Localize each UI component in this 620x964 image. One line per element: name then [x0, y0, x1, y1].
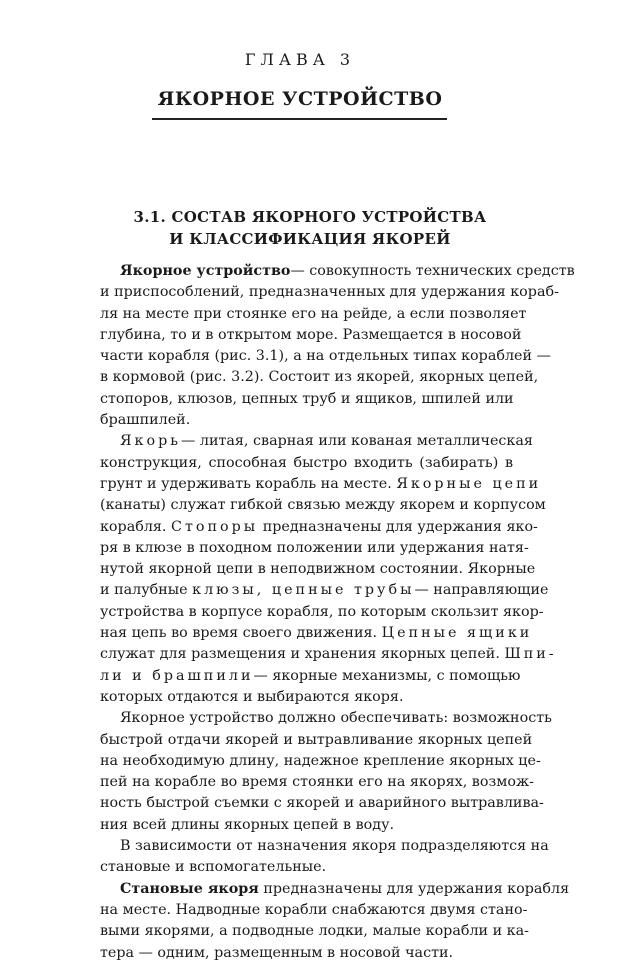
text-run: стопоров, клюзов, цепных труб и ящиков, шпилей или — [100, 390, 514, 407]
text-run: и палубные — [100, 582, 193, 599]
text-run: на месте. Надводные корабли снабжаются двумя стано- — [100, 901, 528, 918]
text-line — [100, 474, 542, 495]
text-run: Якорное устройство должно обеспечивать: возможность — [120, 710, 552, 727]
text-line — [100, 730, 533, 751]
text-run: части корабля (рис. 3.1), а на отдельных типах кораблей — — [100, 348, 551, 365]
text-run: предназначены для удержания корабля — [258, 880, 570, 897]
text-line — [100, 538, 529, 559]
text-run: ля на месте при стоянке его на рейде, а если позволяет — [100, 305, 527, 322]
text-line — [100, 666, 521, 687]
text-run: тера — одним, размещенным в носовой части. — [100, 944, 454, 961]
text-run: брашпилей. — [100, 412, 191, 429]
text-line — [100, 772, 534, 793]
text-run: ная цепь во время своего движения. — [100, 625, 382, 642]
chapter-title: ЯКОРНОЕ УСТРОЙСТВО — [157, 88, 443, 110]
text-run: выми якорями, а подводные лодки, малые корабли и ка- — [100, 923, 529, 940]
paragraph — [100, 261, 575, 431]
text-run: конструкция, способная быстро входить (забирать) в — [100, 454, 513, 471]
text-line — [100, 431, 533, 452]
text-run: ния всей длины якорных цепей в воду. — [100, 816, 395, 833]
spaced-term: Якорь — [120, 433, 182, 450]
spaced-term: Стопоры — [171, 518, 259, 535]
text-line — [100, 836, 549, 857]
text-run: — направляющие — [414, 582, 549, 599]
text-line — [100, 793, 544, 814]
paragraph — [100, 708, 552, 836]
text-run: В зависимости от назначения якоря подразделяются на — [120, 838, 549, 855]
text-run: в кормовой (рис. 3.2). Состоит из якорей, якорных цепей, — [100, 369, 539, 386]
paragraph — [100, 879, 570, 964]
spaced-term: Шпи- — [504, 646, 557, 663]
text-run: ря в клюзе в походном положении или удержания натя- — [100, 539, 529, 556]
title-underline — [152, 118, 447, 120]
text-line — [100, 623, 533, 644]
chapter-number: ГЛАВА 3 — [244, 50, 356, 69]
text-run: на необходимую длину, надежное крепление якорных це- — [100, 752, 541, 769]
text-run: глубина, то и в открытом море. Размещается в носовой — [100, 326, 522, 343]
text-line — [100, 304, 527, 325]
text-run: служат для размещения и хранения якорных цепей. — [100, 646, 505, 663]
text-line — [100, 389, 513, 410]
spaced-term: Цепные ящики — [381, 625, 533, 642]
text-line — [100, 943, 513, 964]
text-line — [100, 857, 513, 878]
spaced-term: ли и брашпили — [100, 667, 254, 684]
text-run: — совокупность технических средств — [290, 263, 575, 279]
spaced-term: Якорные цепи — [396, 475, 542, 492]
text-run: корабля. — [100, 518, 172, 535]
text-line — [100, 559, 536, 580]
text-line — [100, 325, 522, 346]
text-line — [100, 495, 546, 516]
bold-term: Якорное устройство — [120, 263, 291, 279]
section-heading-line-1: 3.1. СОСТАВ ЯКОРНОГО УСТРОЙСТВА — [133, 208, 487, 226]
text-line — [100, 453, 513, 474]
text-run: предназначены для удержания яко- — [258, 518, 538, 535]
text-run: устройства в корпусе корабля, по которым скользит якор- — [100, 603, 544, 620]
text-line — [100, 346, 551, 367]
text-run: (канаты) служат гибкой связью между якорем и корпусом — [100, 497, 546, 514]
text-line — [100, 517, 538, 538]
text-run: которых отдаются и выбираются якоря. — [100, 688, 404, 705]
text-line — [100, 687, 513, 708]
section-heading-line-2: И КЛАССИФИКАЦИЯ ЯКОРЕЙ — [169, 230, 451, 248]
text-line — [100, 879, 570, 900]
text-run: — якорные механизмы, с помощью — [253, 667, 521, 684]
text-run: ность быстрой съемки с якорей и аварийного вытравлива- — [100, 795, 544, 812]
bold-term: Становые якоря — [120, 880, 259, 897]
text-line — [100, 644, 557, 665]
text-line — [100, 708, 552, 729]
text-run: грунт и удерживать корабль на месте. — [100, 475, 397, 492]
text-run: пей на корабле во время стоянки его на якорях, возмож- — [100, 774, 534, 791]
text-line — [100, 900, 528, 921]
text-run: быстрой отдачи якорей и вытравливание якорных цепей — [100, 731, 533, 748]
text-line — [100, 261, 575, 282]
spaced-term: клюзы, цепные трубы — [192, 582, 415, 599]
text-line — [100, 282, 559, 303]
text-line — [100, 602, 544, 623]
text-run: нутой якорной цепи в неподвижном состоянии. Якорные — [100, 561, 536, 578]
text-line — [100, 367, 539, 388]
text-run: и приспособлений, предназначенных для удержания кораб- — [100, 284, 559, 301]
paragraph — [100, 836, 549, 879]
paragraph — [100, 431, 557, 708]
text-line — [100, 751, 541, 772]
text-line — [100, 580, 549, 601]
text-line — [100, 410, 513, 431]
text-line — [100, 921, 529, 942]
text-line — [100, 815, 513, 836]
text-run: — литая, сварная или кованая металлическая — [181, 433, 533, 450]
text-run: становые и вспомогательные. — [100, 859, 327, 876]
body-text — [100, 261, 575, 964]
